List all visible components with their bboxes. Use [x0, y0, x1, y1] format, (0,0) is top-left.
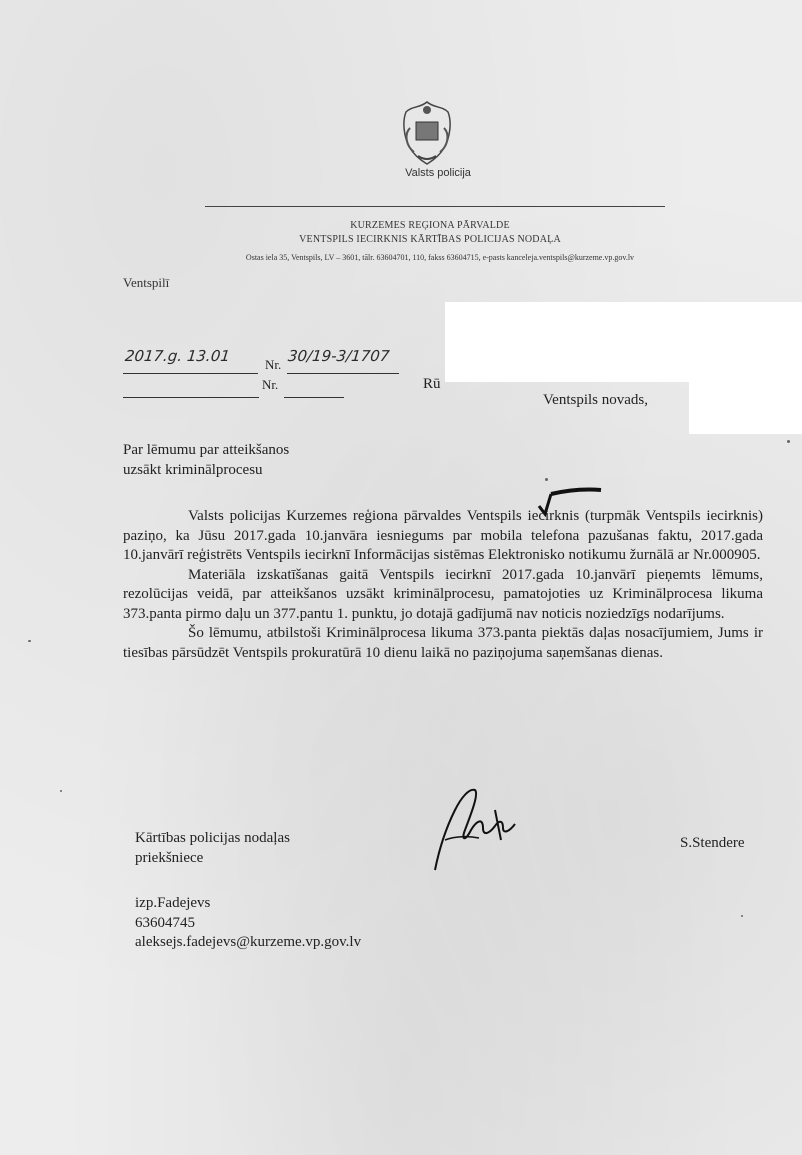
- subject-heading: [123, 440, 423, 480]
- scan-speck: [60, 790, 62, 792]
- region-line-2: VENTSPILS IECIRKNIS KĀRTĪBAS POLICIJAS NODAĻA: [299, 234, 561, 245]
- scan-speck: [28, 640, 31, 642]
- recipient-address: Ventspils novads,: [543, 392, 648, 408]
- department-heading: [200, 219, 660, 247]
- blank-date-line: [123, 397, 259, 398]
- scan-speck: [787, 440, 790, 443]
- handwritten-signature-icon: [425, 780, 535, 880]
- body-paragraph-3: Šo lēmumu, atbilstoši Kriminālprocesa likuma 373.panta piektās daļas nosacījumiem, Jums ir tiesības pārsūdzēt Ventspils prokuratūrā 10 dienu laikā no paziņojuma saņemšanas dienas.: [123, 625, 763, 661]
- redaction-box: [445, 302, 802, 382]
- subject-line-2: uzsākt kriminālprocesu: [123, 462, 263, 478]
- coat-of-arms-icon: [398, 98, 456, 168]
- redaction-box: [689, 382, 802, 434]
- preparer-email: aleksejs.fadejevs@kurzeme.vp.gov.lv: [135, 934, 362, 950]
- body-paragraph-2: Materiāla izskatīšanas gaitā Ventspils iecirknī 2017.gada 10.janvārī pieņemts lēmums, rezolūcijas veidā, par atteikšanos uzsākt kriminālprocesu, pamatojoties uz Kriminālprocesa likuma 373.panta pirmo daļu un 377.pantu 1. punktu, jo dotajā gadījumā nav noticis noziedzīgs nodarījums.: [123, 566, 763, 622]
- signatory-title-line-2: priekšniece: [135, 850, 204, 866]
- preparer-name: izp.Fadejevs: [135, 895, 211, 911]
- subject-line-1: Par lēmumu par atteikšanos: [123, 442, 290, 458]
- contact-line: Ostas iela 35, Ventspils, LV – 3601, tālr. 63604701, 110, fakss 63604715, e-pasts kanceleja.ventspils@kurzeme.vp.gov.lv: [245, 253, 635, 262]
- letterhead-divider: [205, 206, 665, 207]
- region-line-1: KURZEMES REĢIONA PĀRVALDE: [350, 220, 510, 231]
- signatory-name: S.Stendere: [680, 835, 745, 851]
- reg-number-underline: [287, 373, 399, 374]
- preparer-info: [135, 894, 361, 953]
- signatory-title-line-1: Kārtības policijas nodaļas: [135, 830, 290, 846]
- letter-body: [123, 507, 763, 663]
- scan-speck: [741, 915, 743, 917]
- handwritten-date: 2017.g. 13.01: [124, 347, 231, 365]
- scan-speck: [545, 478, 548, 481]
- place-of-issue: Ventspilī: [123, 275, 170, 290]
- signatory-title: [135, 828, 290, 868]
- blank-nr-line: [284, 397, 344, 398]
- nr-label-2: Nr.: [262, 377, 279, 392]
- agency-name: Valsts policija: [405, 167, 471, 179]
- handwritten-reg-number: 30/19-3/1707: [287, 347, 391, 365]
- nr-label: Nr.: [265, 357, 282, 372]
- preparer-phone: 63604745: [135, 914, 195, 931]
- date-underline: [123, 373, 258, 374]
- body-paragraph-1: Valsts policijas Kurzemes reģiona pārvaldes Ventspils iecirknis (turpmāk Ventspils iecirknis) paziņo, ka Jūsu 2017.gada 10.janvāra iesniegums par mobila telefona pazušanas faktu, 2017.gada 10.janvārī reģistrēts Ventspils iecirknī Informācijas sistēmas Elektronisko notikumu žurnālā ar Nr.000905.: [123, 508, 763, 563]
- recipient-name: Rū: [423, 376, 441, 392]
